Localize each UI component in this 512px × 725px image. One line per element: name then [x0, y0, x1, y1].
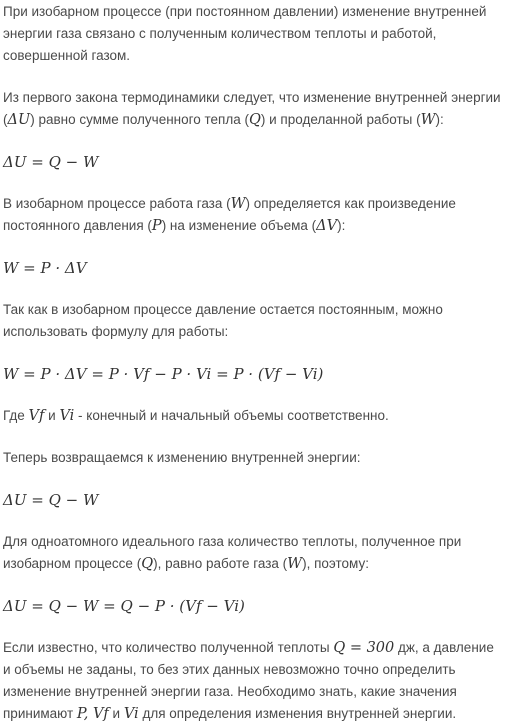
monatomic-text-3: ), поэтому: — [302, 556, 369, 571]
first-law-paragraph — [3, 87, 503, 131]
conclusion-math-2: P, Vf — [76, 706, 109, 722]
formula-first-law: ΔU = Q − W — [3, 153, 99, 171]
conclusion-math-1: Q = 300 — [333, 640, 395, 656]
constant-pressure-text: Так как в изобарном процессе давление остается постоянным, можно использовать формулу для работы: — [3, 302, 443, 339]
intro-paragraph — [3, 1, 503, 67]
return-paragraph — [3, 447, 503, 469]
monatomic-text-1: Для одноатомного идеального газа количество теплоты, полученное при изобарном процессе ( — [3, 534, 462, 571]
conclusion-text-3: и — [108, 706, 124, 721]
conclusion-text-2: дж, а давление и объемы не заданы, то без этих данных невозможно точно определить изменение внутренней энергии газа. Необходимо знать, какие значения принимают — [3, 640, 494, 721]
where-text-2: и — [44, 408, 60, 423]
monatomic-math-2: W — [287, 556, 303, 572]
conclusion-text-4: для определения изменения внутренней энергии. — [138, 706, 457, 721]
work-def-math-2: P — [151, 218, 162, 234]
first-law-math-1: ΔU — [7, 112, 31, 128]
conclusion-text-1: Если известно, что количество полученной теплоты — [3, 640, 334, 655]
formula-work: W = P · ΔV — [3, 259, 87, 277]
first-law-text-1: Из первого закона термодинамики следует, что изменение внутренней энергии ( — [3, 90, 501, 127]
first-law-text-3: ) и проделанной работы ( — [260, 112, 421, 127]
return-text: Теперь возвращаемся к изменению внутренней энергии: — [3, 450, 361, 465]
monatomic-paragraph — [3, 531, 503, 575]
where-paragraph — [3, 405, 503, 427]
work-def-text-4: ): — [337, 218, 346, 233]
monatomic-math-1: Q — [141, 556, 154, 572]
constant-pressure-paragraph — [3, 299, 503, 343]
formula-first-law-repeat: ΔU = Q − W — [3, 491, 99, 509]
first-law-math-2: Q — [249, 112, 261, 128]
where-math-2: Vi — [59, 408, 75, 424]
intro-text: При изобарном процессе (при постоянном давлении) изменение внутренней энергии газа связано с полученным количеством теплоты и работой, совершенной газом. — [3, 4, 487, 63]
answer-document — [3, 1, 503, 725]
formula-internal-energy: ΔU = Q − W = Q − P · (Vf − Vi) — [3, 597, 245, 615]
first-law-text-2: ) равно сумме полученного тепла ( — [30, 112, 249, 127]
first-law-text-4: ): — [435, 112, 444, 127]
work-def-text-3: ) на изменение объема ( — [161, 218, 317, 233]
monatomic-text-2: ), равно работе газа ( — [153, 556, 288, 571]
work-def-math-1: W — [230, 196, 246, 212]
where-text-3: - конечный и начальный объемы соответственно. — [74, 408, 389, 423]
formula-work-expanded: W = P · ΔV = P · Vf − P · Vi = P · (Vf − Vi) — [3, 365, 324, 383]
conclusion-math-3: Vi — [123, 706, 139, 722]
where-text-1: Где — [3, 408, 29, 423]
first-law-math-3: W — [420, 112, 436, 128]
work-def-math-3: ΔV — [316, 218, 338, 234]
where-math-1: Vf — [28, 408, 45, 424]
work-definition-paragraph — [3, 193, 503, 237]
work-def-text-1: В изобарном процессе работа газа ( — [3, 196, 231, 211]
work-def-text-2: ) определяется как произведение постоянного давления ( — [3, 196, 456, 233]
conclusion-paragraph — [3, 637, 503, 725]
